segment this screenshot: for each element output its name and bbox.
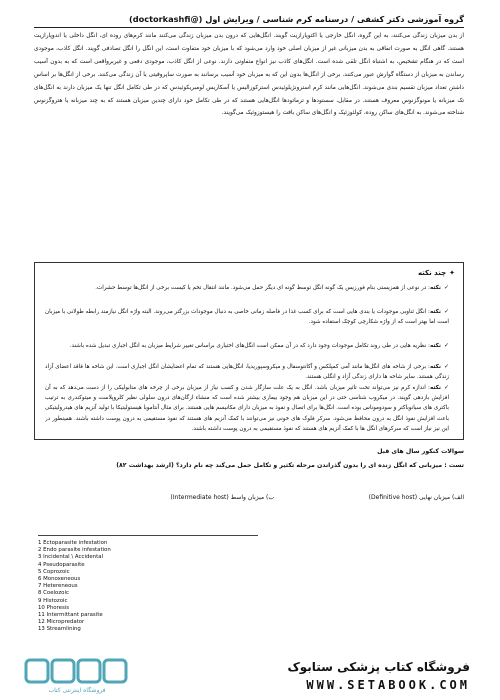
footnote: 11 Intermittant parasite [38, 612, 103, 619]
check-icon: ✓ [443, 284, 449, 291]
footnote: 6 Monoxeneous [38, 576, 81, 583]
exam-heading: سوالات کنکور سال های قبل [377, 448, 464, 455]
footnotes [38, 540, 338, 634]
notes-box [34, 262, 464, 440]
shop-title: فروشگاه کتاب پزشکی ستابوک [287, 660, 470, 674]
setabook-logo [22, 656, 132, 696]
footnote: 7 Hetereneous [38, 583, 78, 590]
footnote-rule [38, 535, 258, 536]
check-icon: ✓ [443, 384, 449, 391]
header-rule [34, 27, 464, 28]
note-item: ✓نکته: نظریه هایی در طی روند تکامل موجودات وجود دارد که در آن ممکن است انگل‌های اختیاری براساس تغییر شرایط میزبان به انگل اجباری تبدیل شده باشند. [45, 341, 449, 351]
exam-question: تست : میزبانی که انگل زنده ای را بدون گذراندن مرحله تکثیر و تکامل حمل می‌کند چه نام دارد؟ (ارشد بهداشت ۸۲) [116, 462, 464, 469]
page-footer [0, 652, 500, 700]
note-item: ✓نکته: انگل ثناوبی موجودات یا بندی هایی است که برای کسب غذا در فاصله زمانی خاصی به دنبال موجودات بزرگتر می‌روند. البته واژه انگل نیازمند رابطه طولانی با میزبان است اما بهتر است که از واژه شکارچی کوچک استفاده شود. [45, 308, 449, 326]
footnote: 1 Ectoparasite infestation [38, 540, 108, 546]
footnote: 5 Coprozoic [38, 568, 70, 575]
option-a: الف) میزبان نهایی (Definitive host) [368, 494, 464, 501]
footnote: 3 Incidental \ Accidental [38, 554, 104, 561]
note-item: ✓نکته: اندازه کرم نیز می‌تواند تحت تاثیر میزبان باشد. انگل به یک علت سازگار شدن و کسب نیاز از میزبان برخی از چرخه های متابولیکی را از دست می‌دهد که به آن افزایش بازدهی گویند. در میکروب شناسی حتی در این میزبان هم وجود بیماری بیشتر شده است که منشاء ارگان‌های درون سلولی نظیر کلروپلاست و میتوکندری به ترتیب باکتری های سیانوباکتر و سودوموناس بوده است. انگل‌ها برای اتصال و نفوذ به میزبان دارای مکانیسم هایی هستند. برای مثال آنتاموبا هیستولیتیکا با تولید آنزیم های هیدرولیتیکی باعث افزایش نفوذ انگل به درون محافظ می‌شود. سرکر فلوک های خونی نیز می‌توانند با کمک آنزیم های هستند که نفوذ مستقیمی به درون پوست داشته باشند. همینطور در این نیز نیاز است که سرکرهای انگل ها با کمک آنزیم های هستند که نفوذ مستقیمی به درون پوست داشته باشند. [45, 384, 449, 432]
notes-title [418, 269, 455, 277]
notes-title-text: چند نکته [417, 269, 447, 277]
footnote: 2 Endo parasite infestation [38, 547, 111, 554]
footnote: 12 Micropredator [38, 619, 85, 626]
footnote: 4 Pseudoparasite [38, 561, 85, 568]
footnote: 8 Coelozoic [38, 590, 69, 597]
footnote: 13 Streamlining [38, 626, 81, 633]
intro-paragraph: از بدن میزبان زندگی می‌کنند، به این گروه، انگل خارجی یا اکتوپارازیت گویند. انگل‌هایی که درون بدن میزبان زندگی می‌کنند مانند کرم‌های روده ای، انگل داخلی یا اندوپارازیت هستند. گاهی انگل به صورت اتفاقی به بدن میزبانی غیر از میزبان اصلی خود وارد می‌شود که با میزبان خود متفاوت است، این انگل را انگل تصادفی گویند. انگل کاذب، موجودی است که در هنگام تشخیص، به اشتباه انگل تلقی شده است. انگل‌های کاذب نیز انواع متفاوتی دارند. نوعی از انگل کاذب، موجودی دفعی و غیربرواقعی است که به بدون آسیب رساندن به میزبان از دستگاه گوارش عبور می‌کنند. برخی از انگل‌ها بدون این که به میزبان خود آسیب برسانند به صورت ساپروفیتی یا آن زندگی می‌کنند. برخی از انگل‌ها بر اساس داشتن تعداد میزبان تقسیم بندی می‌شوند. انگل‌هایی مانند کرم استرونژیلوئیدس استرکورالیس یا آسکاریس لومبریکوئیدس که در طی تکامل انگل تنها یک میزبان دارند به انگل‌های تک میزبانه یا مونوگزنوس معروف هستند. در مقابل، سستودها و ترماتودها انگل‌هایی هستند که در طی تکامل خود دارای چندین میزبان هستند که به چند میزبانه یا هتروگزنوس شناخته می‌شوند. به انگل‌های ساکن روده، کولئوزئیک و انگل‌های ساکن بافت را هیستوزوئیک می‌گویند. [34, 33, 464, 117]
check-icon: ✓ [443, 308, 449, 315]
logo-subtitle: فروشگاه اینترنتی کتاب [48, 687, 106, 694]
note-item: ✓نکته: در نوعی از همزیستی بنام فورزیس یک گونه انگل توسط گونه ای دیگر حمل می‌شود. مانند انتقال تخم یا کیست برخی از انگل‌ها توسط حشرات. [45, 283, 449, 293]
check-icon: ✓ [443, 363, 449, 370]
notes-bullet-icon: ✦ [449, 269, 455, 277]
footnote: 10 Phoresis [38, 604, 70, 611]
check-icon: ✓ [443, 342, 449, 349]
page-header: گروه آموزشی دکتر کشفی / درسنامه کرم شناسی / ویرایش اول (@doctorkashfi) [129, 14, 464, 24]
note-item: ✓نکته: برخی از شاخه های انگل‌ها مانند آمی کمپلکس و آکانتوسفال و میکروسپوریدیا، انگل‌هایی هستند که تمام اعضایشان انگل اجباری است. این شاخه ها فاقد اعضای آزاد زندگی هستند. سایر شاخه ها دارای زندگی آزاد و انگلی هستند. [45, 363, 449, 381]
footnote: 9 Histozoic [38, 597, 68, 604]
option-b: ب) میزبان واسط (Intermediate host) [170, 494, 274, 501]
shop-url[interactable]: WWW.SETABOOK.COM [306, 678, 470, 692]
